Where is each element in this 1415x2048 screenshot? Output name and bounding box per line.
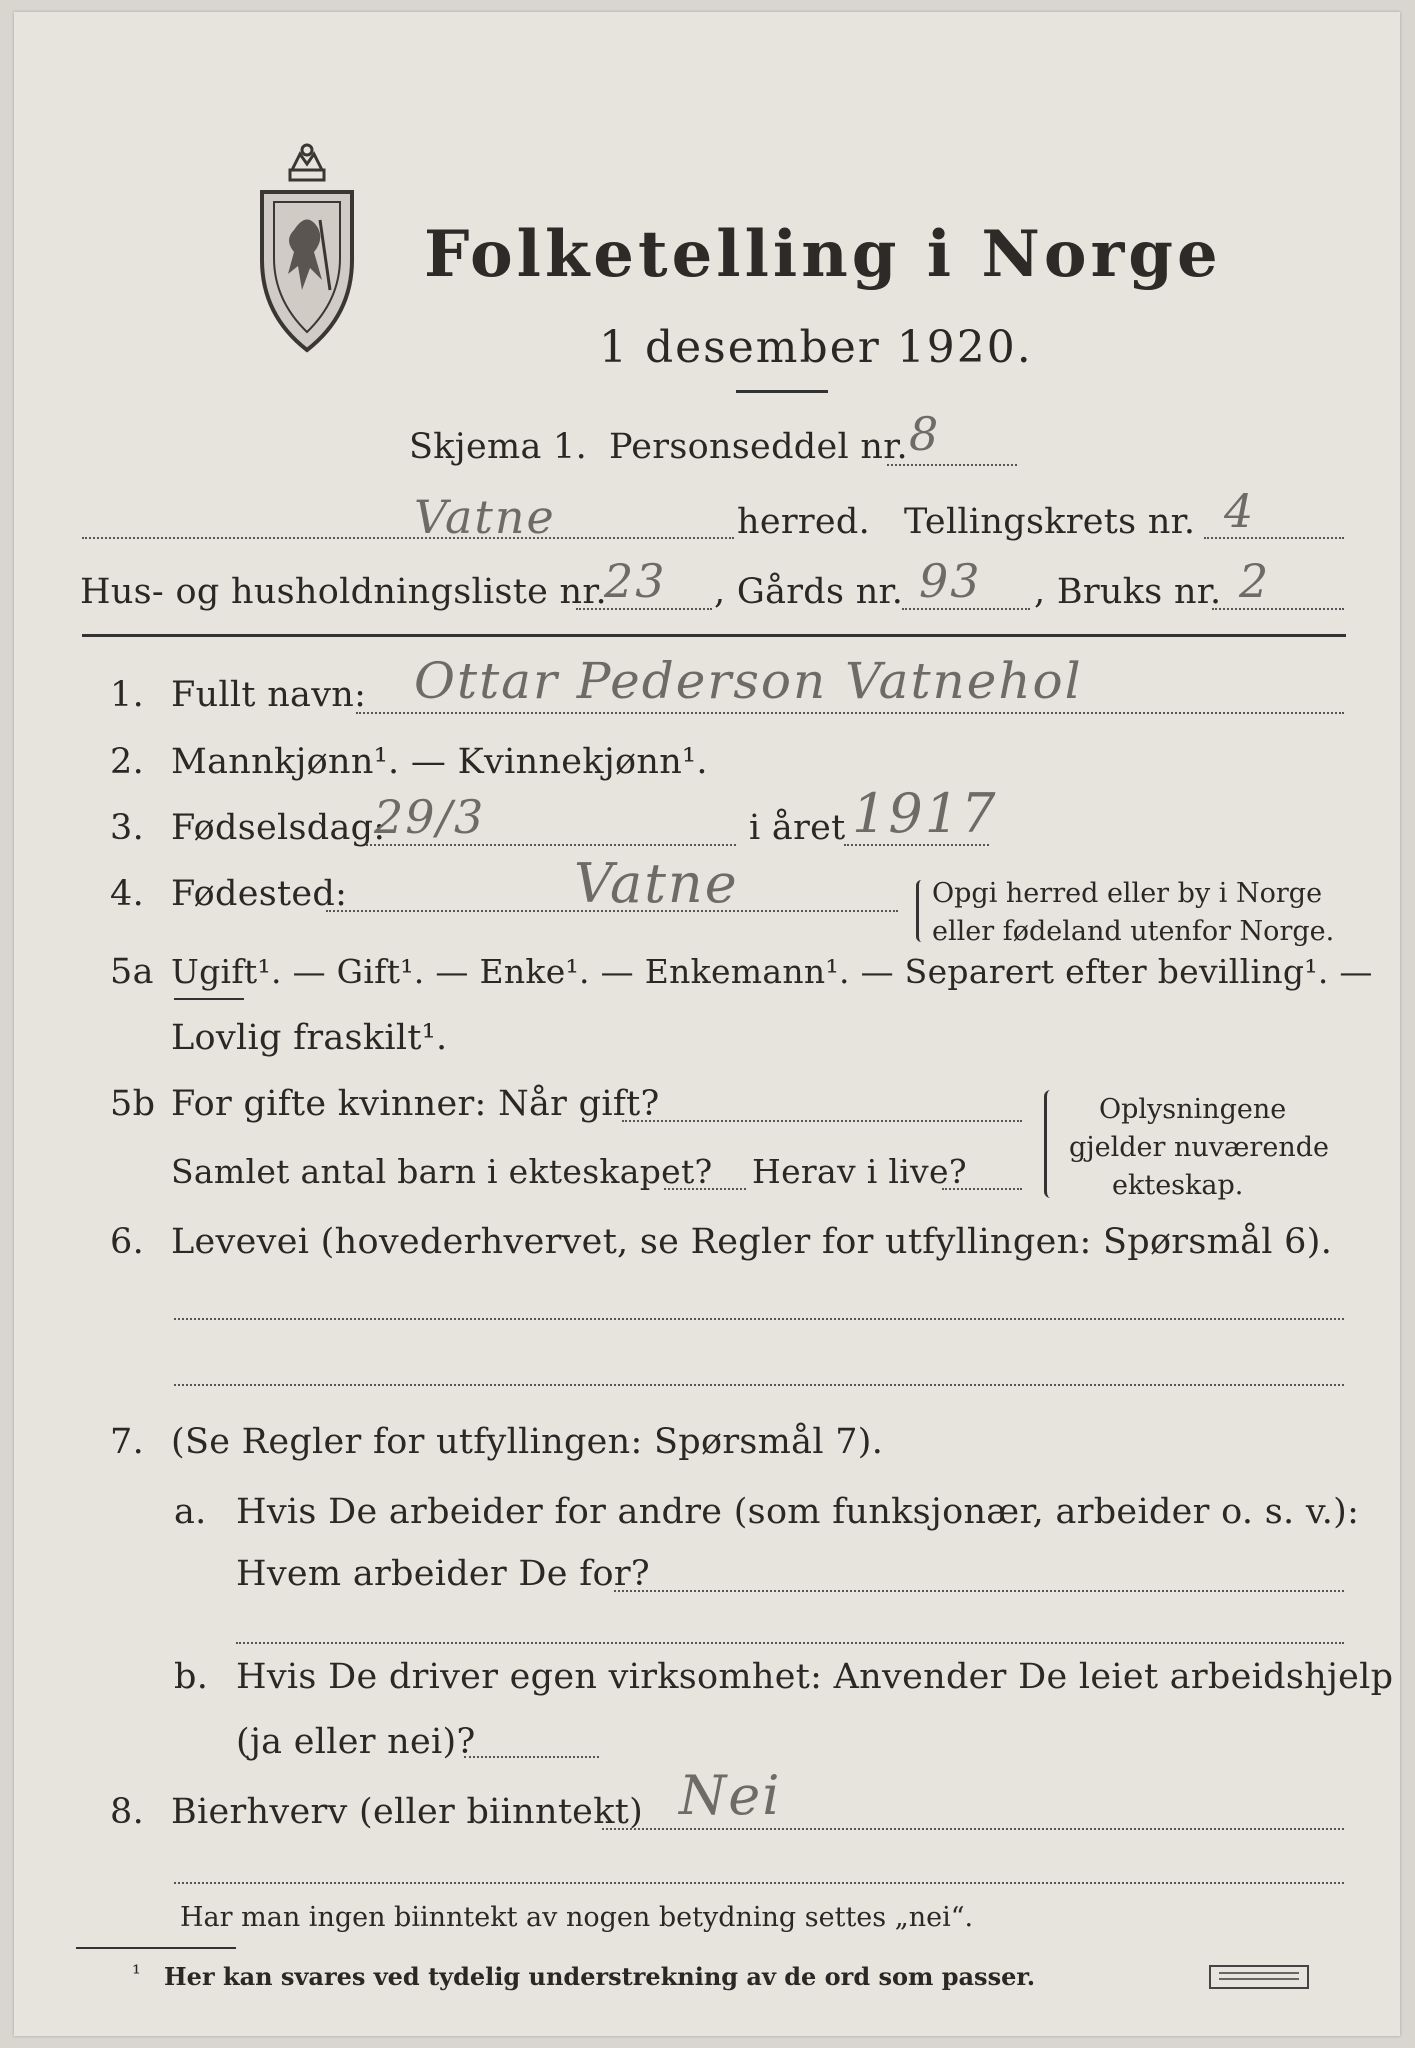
q7-number: 7. <box>110 1422 144 1462</box>
coat-of-arms-icon <box>252 140 362 360</box>
gards-number[interactable]: 93 <box>919 554 982 608</box>
gender-options[interactable]: Mannkjønn¹. — Kvinnekjønn¹. <box>171 742 708 782</box>
q4-note-line2: eller fødeland utenfor Norge. <box>932 916 1335 947</box>
q8-line <box>602 1828 1344 1830</box>
q6-line1 <box>174 1318 1344 1320</box>
q8-label: Bierhverv (eller biinntekt) <box>171 1792 644 1832</box>
q5b-alive-line <box>942 1188 1022 1190</box>
q1-line <box>356 712 1344 714</box>
census-date: 1 desember 1920. <box>599 322 1033 373</box>
q3-label: Fødselsdag: <box>171 808 386 848</box>
bruks-number[interactable]: 2 <box>1239 554 1271 608</box>
q7b-answer-line <box>464 1756 599 1758</box>
q7-label: (Se Regler for utfyllingen: Spørsmål 7). <box>171 1422 884 1462</box>
marital-status-options-line2[interactable]: Lovlig fraskilt¹. <box>171 1018 448 1058</box>
birthplace-value[interactable]: Vatne <box>574 852 739 915</box>
title-divider <box>736 390 828 393</box>
q7b-number: b. <box>174 1657 209 1697</box>
q4-note-line1: Opgi herred eller by i Norge <box>932 878 1323 909</box>
header-divider <box>82 634 1346 637</box>
q5b-alive-label: Herav i live? <box>752 1152 967 1191</box>
gards-label: , Gårds nr. <box>714 572 904 612</box>
q4-number: 4. <box>110 874 144 914</box>
q6-label: Levevei (hovederhvervet, se Regler for utfyllingen: Spørsmål 6). <box>171 1222 1333 1262</box>
q5b-note1: Oplysningene <box>1099 1094 1287 1125</box>
bierhverv-value[interactable]: Nei <box>679 1764 782 1827</box>
q5a-number: 5a <box>110 952 154 992</box>
gards-line <box>902 608 1030 610</box>
full-name-value[interactable]: Ottar Pederson Vatnehol <box>414 652 1083 710</box>
q5b-when-married-line <box>622 1120 1022 1122</box>
tellingskrets-number[interactable]: 4 <box>1224 484 1256 538</box>
page-title: Folketelling i Norge <box>424 217 1222 292</box>
q7a-employer-line2 <box>236 1642 1344 1644</box>
tellingskrets-label: Tellingskrets nr. <box>904 502 1196 542</box>
birth-year-value[interactable]: 1917 <box>852 782 998 845</box>
q4-label: Fødested: <box>171 874 348 914</box>
personseddel-label: Personseddel nr. <box>609 427 908 467</box>
bruks-label: , Bruks nr. <box>1034 572 1222 612</box>
footnote-mark: ¹ <box>132 1962 141 1987</box>
herred-value[interactable]: Vatne <box>414 490 556 544</box>
footnote-text: Her kan svares ved tydelig understrekning av de ord som passer. <box>164 1962 1036 1991</box>
q5b-note2: gjelder nuværende <box>1069 1132 1329 1163</box>
q1-label: Fullt navn: <box>171 675 367 715</box>
bruks-line <box>1212 608 1344 610</box>
footnote-divider <box>76 1947 236 1949</box>
husholdningsliste-line <box>576 608 712 610</box>
personseddel-number[interactable]: 8 <box>909 407 941 461</box>
q6-line2 <box>174 1384 1344 1386</box>
q7b-line2: (ja eller nei)? <box>236 1722 476 1762</box>
q7b-line1: Hvis De driver egen virksomhet: Anvender De leiet arbeidshjelp <box>236 1657 1394 1697</box>
census-form <box>14 12 1400 2036</box>
q1-number: 1. <box>110 675 144 715</box>
q2-number: 2. <box>110 742 144 782</box>
q7a-line2: Hvem arbeider De for? <box>236 1554 650 1594</box>
q8-line2 <box>174 1882 1344 1884</box>
q5b-children-line <box>664 1188 746 1190</box>
q3-year-label: i året <box>749 808 846 848</box>
q3-number: 3. <box>110 808 144 848</box>
husholdningsliste-label: Hus- og husholdningsliste nr. <box>80 572 607 612</box>
birthdate-value[interactable]: 29/3 <box>374 790 486 844</box>
q7a-line1: Hvis De arbeider for andre (som funksjonær, arbeider o. s. v.): <box>236 1492 1360 1532</box>
herred-line <box>82 537 734 539</box>
herred-label: herred. <box>737 502 871 542</box>
skjema-label: Skjema 1. <box>409 427 588 467</box>
q5b-line1: For gifte kvinner: Når gift? <box>171 1084 660 1124</box>
personseddel-line <box>887 464 1017 466</box>
q5b-number: 5b <box>110 1084 156 1124</box>
q5b-brace <box>1044 1090 1057 1198</box>
q7a-number: a. <box>174 1492 207 1532</box>
q5b-children-label: Samlet antal barn i ekteskapet? <box>171 1152 713 1191</box>
footer-note: Har man ingen biinntekt av nogen betydning settes „nei“. <box>180 1902 974 1933</box>
q4-brace <box>916 880 927 942</box>
printer-stamp <box>1209 1965 1309 1989</box>
q6-number: 6. <box>110 1222 144 1262</box>
q3-line <box>366 844 736 846</box>
ugift-underline <box>174 998 244 1000</box>
marital-status-options[interactable]: Ugift¹. — Gift¹. — Enke¹. — Enkemann¹. — Separert efter bevilling¹. — <box>171 952 1373 991</box>
q7a-employer-line <box>614 1590 1344 1592</box>
husholdningsliste-number[interactable]: 23 <box>604 554 667 608</box>
q5b-note3: ekteskap. <box>1112 1170 1244 1201</box>
q8-number: 8. <box>110 1792 144 1832</box>
